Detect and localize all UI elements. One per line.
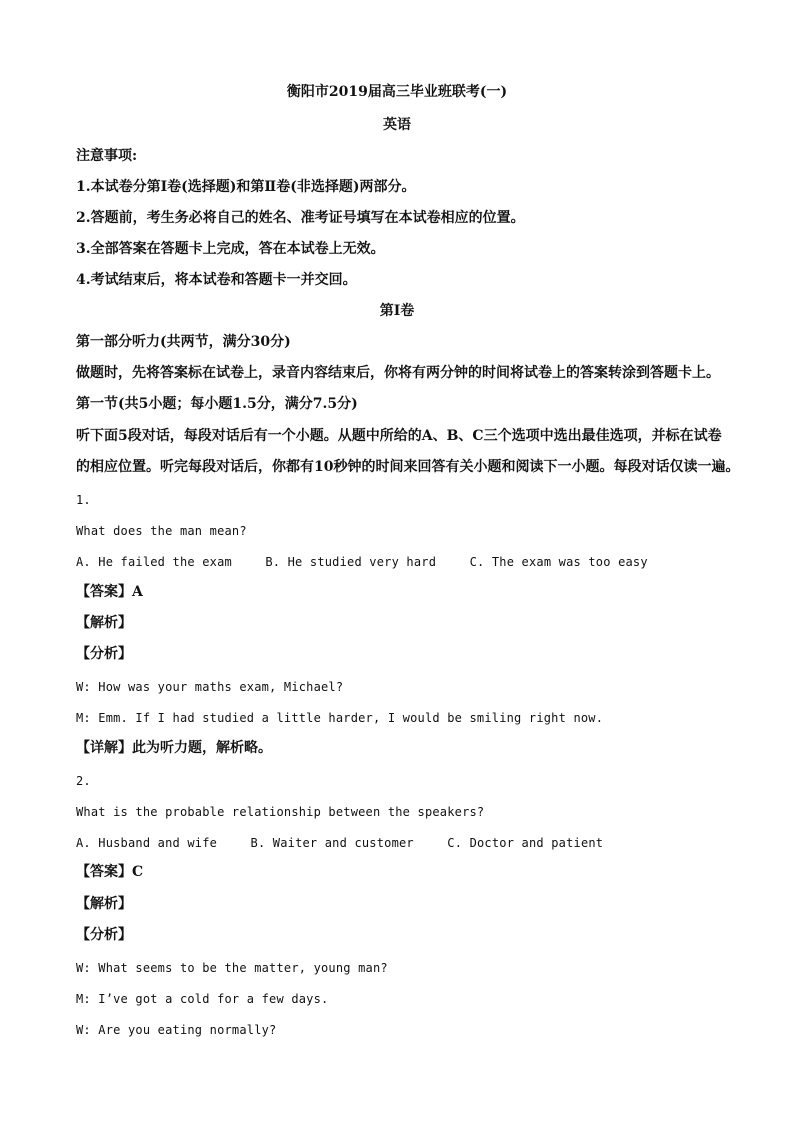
volume-title: 第Ⅰ卷 bbox=[379, 303, 415, 319]
question-text: What does the man mean? bbox=[76, 524, 247, 538]
answer-label: 【答案】C bbox=[76, 864, 144, 880]
notice-item: 1.本试卷分第Ⅰ卷(选择题)和第Ⅱ卷(非选择题)两部分。 bbox=[76, 179, 416, 195]
question-number: 2. bbox=[76, 774, 91, 788]
option-c: C. Doctor and patient bbox=[447, 836, 604, 850]
subject-title: 英语 bbox=[383, 117, 411, 133]
detail-label: 【详解】此为听力题，解析略。 bbox=[76, 740, 272, 756]
section1-heading: 第一节(共5小题；每小题1.5分，满分7.5分) bbox=[76, 396, 358, 412]
notice-item: 4.考试结束后，将本试卷和答题卡一并交回。 bbox=[76, 272, 357, 288]
option-a: A. Husband and wife bbox=[76, 836, 218, 850]
analysis-label: 【解析】 bbox=[76, 615, 132, 631]
dialogue-line: W: How was your maths exam, Michael? bbox=[76, 680, 344, 694]
notice-heading: 注意事项: bbox=[76, 148, 138, 164]
part1-heading: 第一部分听力(共两节，满分30分) bbox=[76, 334, 291, 350]
section1-instruction: 的相应位置。听完每段对话后，你都有10秒钟的时间来回答有关小题和阅读下一小题。每段对话仅读一遍。 bbox=[76, 459, 740, 475]
fenxi-label: 【分析】 bbox=[76, 927, 132, 943]
option-b: B. Waiter and customer bbox=[250, 836, 414, 850]
dialogue-line: W: What seems to be the matter, young man? bbox=[76, 961, 388, 975]
question-number: 1. bbox=[76, 493, 91, 507]
dialogue-line: M: I’ve got a cold for a few days. bbox=[76, 992, 329, 1006]
question-options bbox=[76, 553, 648, 571]
question-text: What is the probable relationship between the speakers? bbox=[76, 805, 485, 819]
option-a: A. He failed the exam bbox=[76, 555, 232, 569]
fenxi-label: 【分析】 bbox=[76, 646, 132, 662]
part1-instruction: 做题时，先将答案标在试卷上，录音内容结束后，你将有两分钟的时间将试卷上的答案转涂到答题卡上。 bbox=[76, 365, 720, 381]
question-options bbox=[76, 834, 603, 852]
analysis-label: 【解析】 bbox=[76, 896, 132, 912]
notice-item: 2.答题前，考生务必将自己的姓名、准考证号填写在本试卷相应的位置。 bbox=[76, 210, 525, 226]
section1-instruction: 听下面5段对话，每段对话后有一个小题。从题中所给的A、B、C三个选项中选出最佳选项，并标在试卷 bbox=[76, 428, 722, 444]
notice-item: 3.全部答案在答题卡上完成，答在本试卷上无效。 bbox=[76, 241, 385, 257]
answer-label: 【答案】A bbox=[76, 584, 143, 600]
exam-title: 衡阳市2019届高三毕业班联考(一) bbox=[286, 84, 508, 100]
option-b: B. He studied very hard bbox=[265, 555, 437, 569]
option-c: C. The exam was too easy bbox=[469, 555, 648, 569]
dialogue-line: M: Emm. If I had studied a little harder, I would be smiling right now. bbox=[76, 711, 604, 725]
dialogue-line: W: Are you eating normally? bbox=[76, 1023, 277, 1037]
